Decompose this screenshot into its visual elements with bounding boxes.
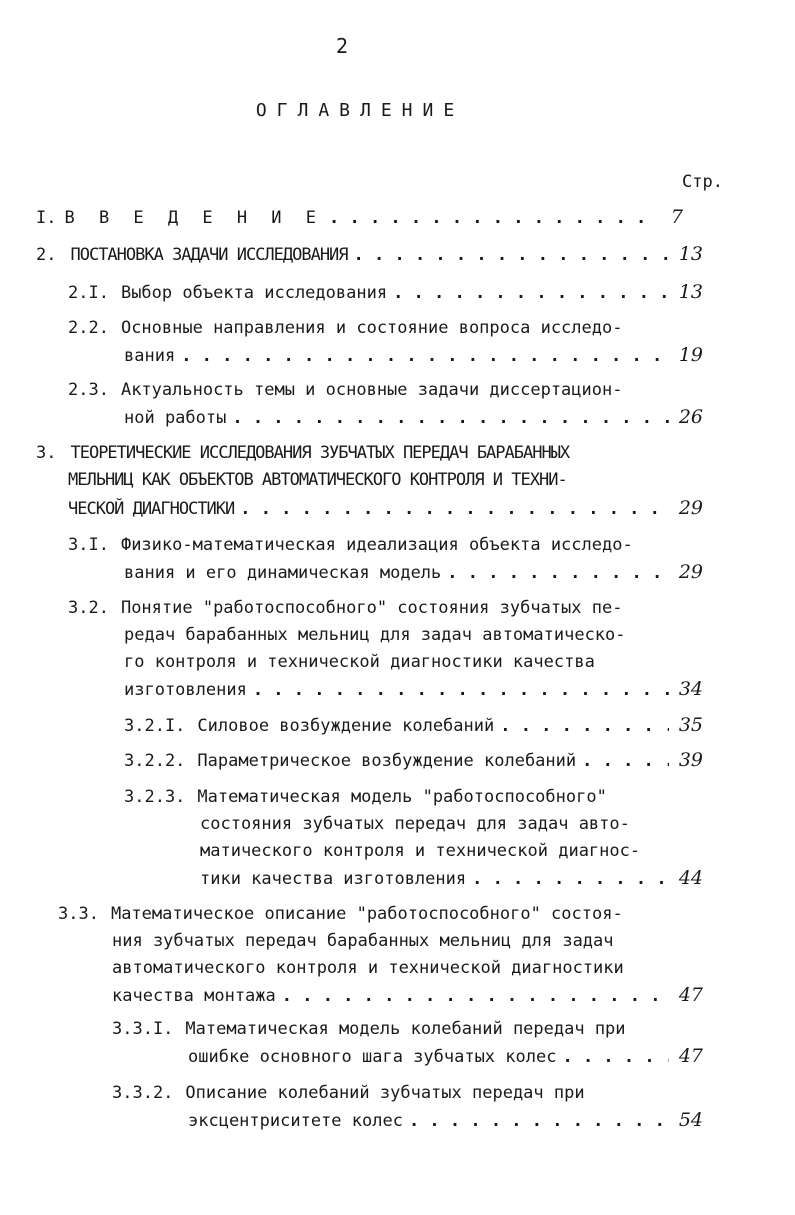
toc-entry-title-line: изготовления [124, 680, 247, 700]
toc-entry-3-3-2 [112, 1081, 703, 1105]
toc-entry-title-line: Математическая модель "работоспособного" [197, 787, 607, 807]
toc-entry-title-line: Математическая модель колебаний передач при [185, 1019, 626, 1039]
toc-entry-title-line: Математическое описание "работоспособного" состоя- [110, 904, 623, 924]
toc-entry-2-3 [68, 378, 703, 402]
page-number: 2 [335, 34, 349, 58]
toc-entry-2 [36, 242, 703, 266]
toc-entry-3-2-3-cont3 [200, 866, 703, 890]
toc-entry-3-cont1 [68, 468, 703, 492]
toc-entry-3-3-cont1 [112, 929, 703, 953]
toc-entry-page: 47 [678, 984, 703, 1006]
leader-dots [500, 714, 669, 738]
leader-dots [329, 206, 649, 230]
toc-entry-title-line: ошибке основного шага зубчатых колес [188, 1047, 557, 1067]
toc-entry-page: 26 [678, 406, 703, 428]
toc-entry-title-line: Понятие "работоспособного" состояния зубчатых пе- [120, 598, 623, 618]
toc-entry-page: 19 [678, 344, 703, 366]
toc-entry-3-3-cont2 [112, 956, 703, 980]
toc-entry-title: ПОСТАНОВКА ЗАДАЧИ ИССЛЕДОВАНИЯ [70, 245, 348, 265]
toc-entry-page: 47 [678, 1045, 703, 1067]
leader-dots [409, 1109, 669, 1133]
toc-entry-3-2-1 [124, 713, 703, 737]
toc-entry-number: 2.I. [68, 283, 109, 303]
toc-entry-title-line: качества монтажа [112, 986, 276, 1006]
toc-entry-3-2-cont2 [124, 650, 703, 674]
toc-entry-number: 3. [36, 443, 57, 463]
leader-dots [354, 243, 669, 267]
toc-entry-title: Выбор объекта исследования [120, 283, 388, 303]
toc-entry-title-line: МЕЛЬНИЦ КАК ОБЪЕКТОВ АВТОМАТИЧЕСКОГО КОНТРОЛЯ И ТЕХНИ- [68, 470, 567, 490]
toc-entry-title-line: эксцентриситете колес [188, 1111, 403, 1131]
toc-entry-page: 35 [678, 714, 703, 736]
toc-entry-title-line: тики качества изготовления [200, 869, 467, 889]
toc-entry-number: 3.3. [58, 904, 99, 924]
leader-dots [447, 561, 669, 585]
toc-entry-page: 29 [678, 561, 703, 583]
leader-dots [240, 497, 669, 521]
toc-entry-number: 3.2.3. [124, 787, 186, 807]
page-title: ОГЛАВЛЕНИЕ [255, 100, 465, 121]
toc-entry-3-3-2-cont [188, 1108, 703, 1132]
toc-entry-page: 34 [678, 678, 703, 700]
toc-entry-3-2-3-cont2 [200, 839, 703, 863]
toc-entry-number: 2.3. [68, 380, 109, 400]
toc-entry-number: 2.2. [68, 318, 109, 338]
toc-entry-3-cont2 [68, 496, 703, 520]
toc-entry-number: 3.2.2. [124, 751, 186, 771]
toc-entry-title: В В Е Д Е Н И Е [64, 208, 324, 228]
leader-dots [181, 344, 669, 368]
toc-entry-title-line: го контроля и технической диагностики качества [124, 652, 595, 672]
toc-entry-3-2-2 [124, 748, 703, 772]
toc-entry-number: 3.2.I. [124, 716, 186, 736]
leader-dots [253, 678, 669, 702]
toc-entry-title: Силовое возбуждение колебаний [197, 716, 495, 736]
toc-entry-number: 3.2. [68, 598, 109, 618]
leader-dots [562, 1045, 669, 1069]
page-column-label: Стр. [682, 172, 723, 192]
toc-entry-page: 7 [670, 206, 683, 228]
leader-dots [232, 406, 669, 430]
toc-entry-intro [36, 205, 683, 229]
toc-entry-3-3-1 [112, 1017, 703, 1041]
toc-entry-2-2 [68, 316, 703, 340]
leader-dots [282, 984, 669, 1008]
toc-entry-title-line: ТЕОРЕТИЧЕСКИЕ ИССЛЕДОВАНИЯ ЗУБЧАТЫХ ПЕРЕДАЧ БАРАБАННЫХ [70, 443, 570, 463]
toc-entry-title-line: Физико-математическая идеализация объекта исследо- [120, 535, 633, 555]
toc-entry-3-3 [58, 902, 703, 926]
leader-dots [472, 867, 669, 891]
toc-entry-title-line: Описание колебаний зубчатых передач при [185, 1083, 585, 1103]
leader-dots [582, 749, 669, 773]
toc-entry-page: 44 [678, 867, 703, 889]
toc-entry-3-2-cont3 [124, 677, 703, 701]
toc-entry-3-3-cont3 [112, 983, 703, 1007]
toc-entry-page: 13 [678, 281, 703, 303]
toc-entry-page: 13 [678, 243, 703, 265]
toc-entry-title: Параметрическое возбуждение колебаний [197, 751, 577, 771]
toc-entry-number: 3.3.I. [112, 1019, 174, 1039]
toc-entry-title-line: ния зубчатых передач барабанных мельниц для задач [112, 931, 614, 951]
toc-entry-3-3-1-cont [188, 1044, 703, 1068]
toc-entry-title-line: редач барабанных мельниц для задач автоматическо- [124, 625, 626, 645]
toc-entry-2-1 [68, 280, 703, 304]
toc-entry-title-line: вания и его динамическая модель [124, 563, 442, 583]
toc-entry-number: 2. [36, 245, 57, 265]
toc-entry-number: 3.I. [68, 535, 109, 555]
toc-entry-title-line: Основные направления и состояние вопроса исследо- [120, 318, 623, 338]
toc-entry-title-line: матического контроля и технической диагнос- [200, 841, 641, 861]
toc-entry-page: 54 [678, 1109, 703, 1131]
toc-entry-number: I. [36, 208, 57, 228]
toc-entry-page: 39 [678, 749, 703, 771]
toc-entry-3-2-3 [124, 785, 703, 809]
toc-entry-title-line: вания [124, 346, 176, 366]
toc-entry-title-line: состояния зубчатых передач для задач авто- [200, 814, 630, 834]
toc-entry-3-2 [68, 596, 703, 620]
toc-entry-title-line: Актуальность темы и основные задачи диссертацион- [120, 380, 623, 400]
toc-entry-page: 29 [678, 497, 703, 519]
toc-entry-2-2-cont [124, 343, 703, 367]
toc-entry-title-line: ной работы [124, 408, 227, 428]
toc-entry-3-2-cont1 [124, 623, 703, 647]
toc-entry-2-3-cont [124, 405, 703, 429]
toc-entry-title-line: ЧЕСКОЙ ДИАГНОСТИКИ [68, 499, 235, 519]
toc-entry-title-line: автоматического контроля и технической диагностики [112, 958, 624, 978]
toc-entry-number: 3.3.2. [112, 1083, 174, 1103]
toc-entry-3 [36, 441, 703, 465]
toc-entry-3-1 [68, 533, 703, 557]
toc-entry-3-1-cont [124, 560, 703, 584]
leader-dots [393, 281, 669, 305]
toc-entry-3-2-3-cont1 [200, 812, 703, 836]
